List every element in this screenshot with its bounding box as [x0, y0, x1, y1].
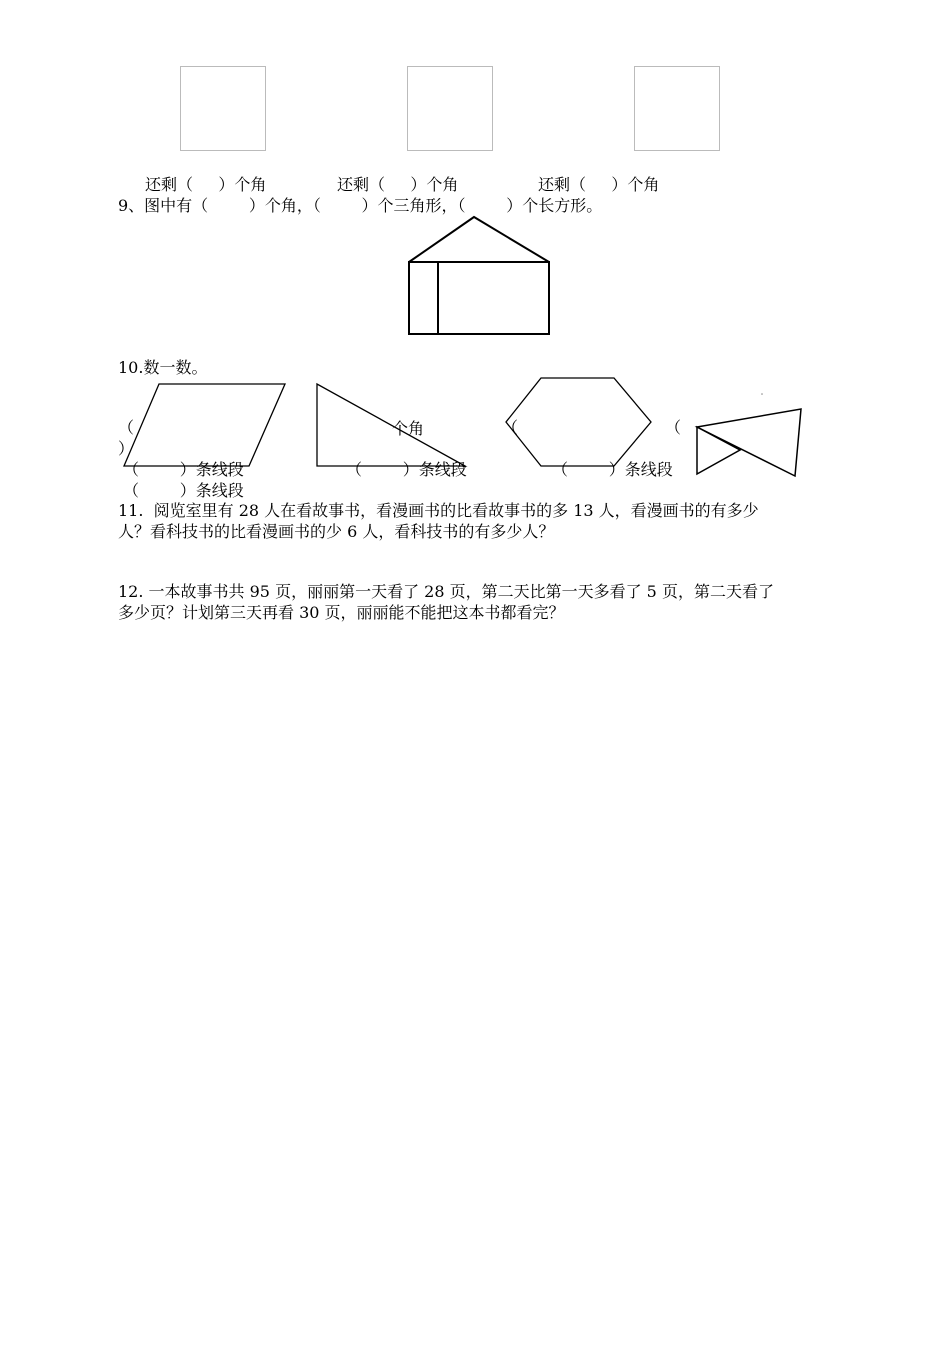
fragment-bowtie-paren: （ [665, 418, 682, 437]
right-triangle-shape [317, 384, 465, 466]
fragment-triangle-angle: 个角 [392, 419, 425, 438]
small-dot [761, 393, 763, 395]
bowtie-shape-left [697, 427, 740, 474]
remain-angles-label-3: 还剩（ ）个角 [538, 175, 660, 194]
fragment-left-paren-close: ） [118, 439, 135, 458]
question-9-text: 9、图中有（ ）个角，（ ）个三角形，（ ）个长方形。 [118, 196, 603, 215]
question-12-line-2: 多少页？计划第三天再看 30 页，丽丽能不能把这本书都看完？ [118, 603, 565, 622]
fragment-left-paren-open: （ [118, 418, 135, 437]
segments-label-hexagon: （ ）条线段 [552, 460, 673, 479]
remain-angles-label-2: 还剩（ ）个角 [337, 175, 459, 194]
hexagon-shape [506, 378, 651, 466]
question-11-line-2: 人？看科技书的比看漫画书的少 6 人，看科技书的有多少人？ [118, 522, 555, 541]
segments-label-parallelogram: （ ）条线段 [123, 460, 244, 479]
fragment-hexagon-paren: （ [502, 418, 519, 437]
question-11-line-1: 11. 阅览室里有 28 人在看故事书，看漫画书的比看故事书的多 13 人，看漫画书的有多少 [118, 501, 759, 520]
parallelogram-shape [124, 384, 285, 466]
question-12-line-1: 12. 一本故事书共 95 页，丽丽第一天看了 28 页，第二天比第一天多看了 5 页，第二天看了 [118, 582, 774, 601]
question-10-title: 10.数一数。 [118, 358, 208, 377]
segments-label-bowtie: （ ）条线段 [123, 481, 244, 500]
remain-angles-label-1: 还剩（ ）个角 [145, 175, 267, 194]
segments-label-triangle: （ ）条线段 [346, 460, 467, 479]
